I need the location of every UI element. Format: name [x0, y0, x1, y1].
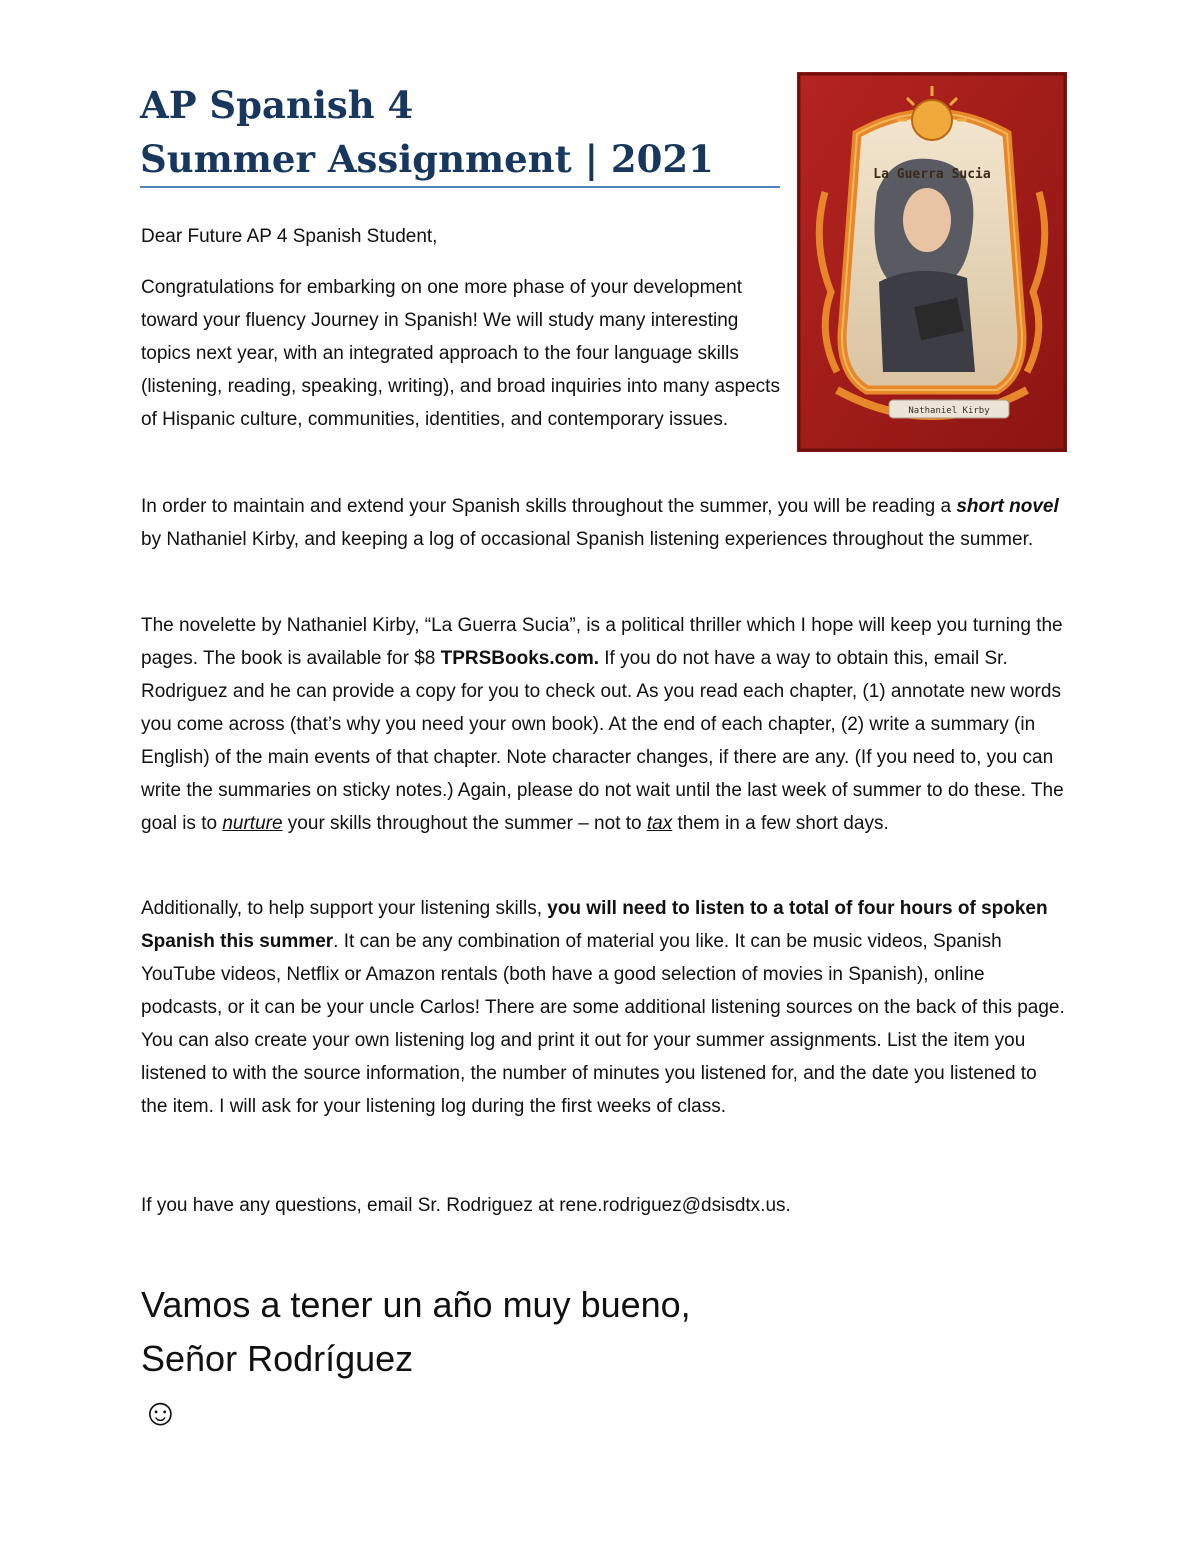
paragraph-novel: The novelette by Nathaniel Kirby, “La Guerra Sucia”, is a political thriller which I hope will keep you turning the pages. The book is available for $8 TPRSBooks.com. If you do not have a way to obtain this, email Sr. Rodriguez and he can provide a copy for you to check out. As you read each chapter, (1) annotate new words you come across (that’s why you need your own book). At the end of each chapter, (2) write a summary (in English) of the main events of that chapter. Note character changes, if there are any. (If you need to, you can write the summaries on sticky notes.) Again, please do not wait until the last week of summer to do these. The goal is to nurture your skills throughout the summer – not to tax them in a few short days.	[141, 615, 1064, 834]
figure-face	[903, 188, 951, 252]
letter-closing	[141, 1278, 1041, 1440]
title-line-1: AP Spanish 4	[140, 83, 414, 127]
closing-line: Vamos a tener un año muy bueno,	[141, 1284, 691, 1325]
title-line-2: Summer Assignment | 2021	[140, 137, 714, 181]
emphasis-four-hours: you will need to listen to a total of four hours of spoken Spanish this summer	[141, 898, 1048, 952]
smiley-icon: ☺	[141, 1392, 180, 1434]
paragraph-intro: Congratulations for embarking on one more phase of your development toward your fluency Journey in Spanish! We will study many interesting topics next year, with an integrated approach to the four language skills (listening, reading, speaking, writing), and broad inquiries into many aspects of Hispanic culture, communities, identities, and contemporary issues.	[141, 277, 780, 430]
cover-title: La Guerra Sucia	[873, 167, 991, 182]
cover-author: Nathaniel Kirby	[908, 406, 990, 416]
paragraph-assignment: In order to maintain and extend your Spanish skills throughout the summer, you will be reading a short novel by Nathaniel Kirby, and keeping a log of occasional Spanish listening experiences throughout the summer.	[141, 496, 1059, 550]
paragraph-contact: If you have any questions, email Sr. Rodriguez at rene.rodriguez@dsisdtx.us.	[141, 1195, 791, 1216]
sun-emblem	[912, 100, 952, 140]
book-source-link: TPRSBooks.com.	[440, 648, 599, 669]
paragraph-listening: Additionally, to help support your listening skills, you will need to listen to a total of four hours of spoken Spanish this summer. It can be any combination of material you like. It can be music videos, Spanish YouTube videos, Netflix or Amazon rentals (both have a good selection of movies in Spanish), online podcasts, or it can be your uncle Carlos! There are some additional listening sources on the back of this page. You can also create your own listening log and print it out for your summer assignments. List the item you listened to with the source information, the number of minutes you listened for, and the date you listened to the item. I will ask for your listening log during the first weeks of class.	[141, 898, 1065, 1117]
title-divider	[140, 186, 780, 188]
page-title	[140, 78, 780, 186]
book-cover-image	[797, 72, 1067, 452]
emphasis-nurture: nurture	[222, 813, 283, 834]
signature-name: Señor Rodríguez	[141, 1338, 414, 1379]
emphasis-tax: tax	[646, 813, 673, 834]
emphasis-short-novel: short novel	[956, 496, 1059, 517]
letter-greeting: Dear Future AP 4 Spanish Student,	[141, 226, 438, 247]
